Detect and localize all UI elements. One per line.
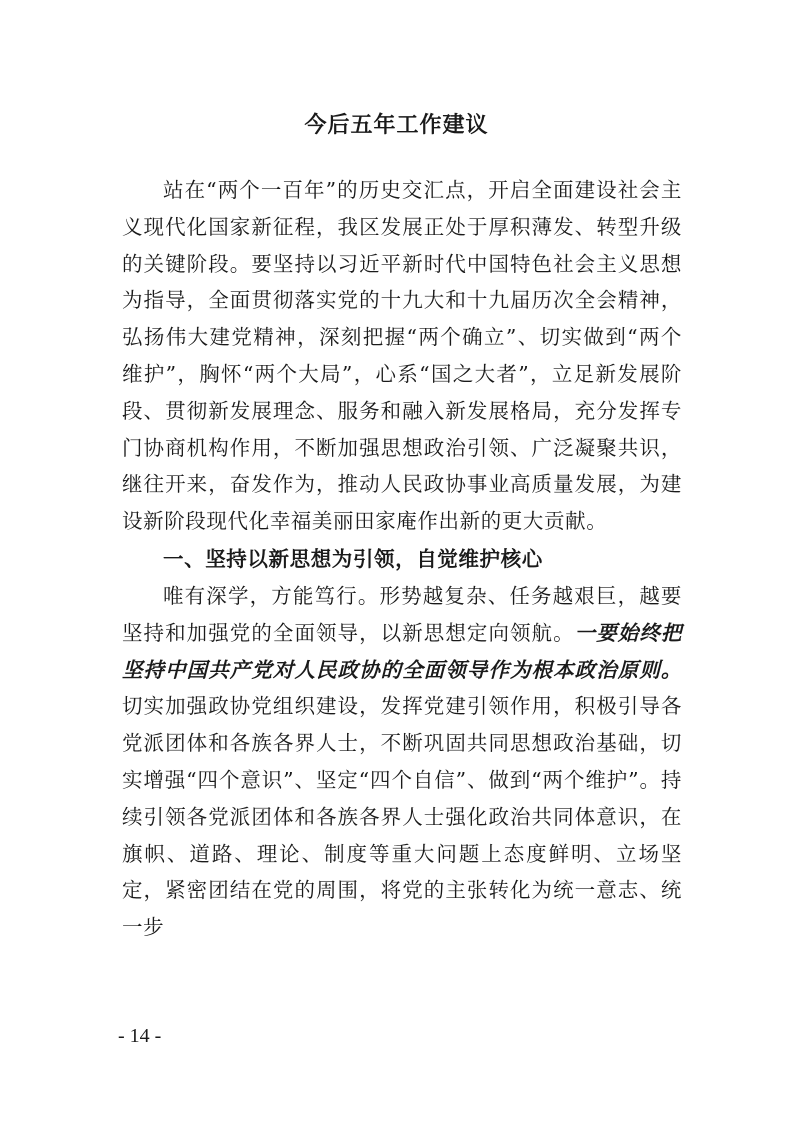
intro-paragraph: 站在“两个一百年”的历史交汇点，开启全面建设社会主义现代化国家新征程，我区发展正处于厚积薄发、转型升级的关键阶段。要坚持以习近平新时代中国特色社会主义思想为指导，全面贯彻落实党的十九大和十九届历次全会精神，弘扬伟大建党精神，深刻把握“两个确立”、切实做到“两个维护”，胸怀“两个大局”，心系“国之大者”，立足新发展阶段、贯彻新发展理念、服务和融入新发展格局，充分发挥专门协商机构作用，不断加强思想政治引领、广泛凝聚共识，继往开来，奋发作为，推动人民政协事业高质量发展，为建设新阶段现代化幸福美丽田家庵作出新的更大贡献。 [122, 178, 682, 534]
document-title: 今后五年工作建议 [304, 113, 489, 138]
section-paragraph [122, 578, 682, 946]
section-lead-text: 唯有深学，方能笃行。形势越复杂、任务越艰巨，越要坚持和加强党的全面领导，以新思想定向领航。 [122, 583, 682, 645]
document-body [122, 172, 682, 946]
section-heading: 一、坚持以新思想为引领，自觉维护核心 [163, 546, 543, 571]
page-number: - 14 - [118, 1025, 162, 1047]
section-body-text: 切实加强政协党组织建设，发挥党建引领作用，积极引导各党派团体和各族各界人士，不断巩固共同思想政治基础，切实增强“四个意识”、坚定“四个自信”、做到“两个维护”。持续引领各党派团体和各族各界人士强化政治共同体意识，在旗帜、道路、理论、制度等重大问题上态度鲜明、立场坚定，紧密团结在党的周围，将党的主张转化为统一意志、统一步 [122, 694, 682, 940]
emphasis-text: 一要始终把坚持中国共产党对人民政协的全面领导作为根本政治原则。 [122, 620, 682, 682]
